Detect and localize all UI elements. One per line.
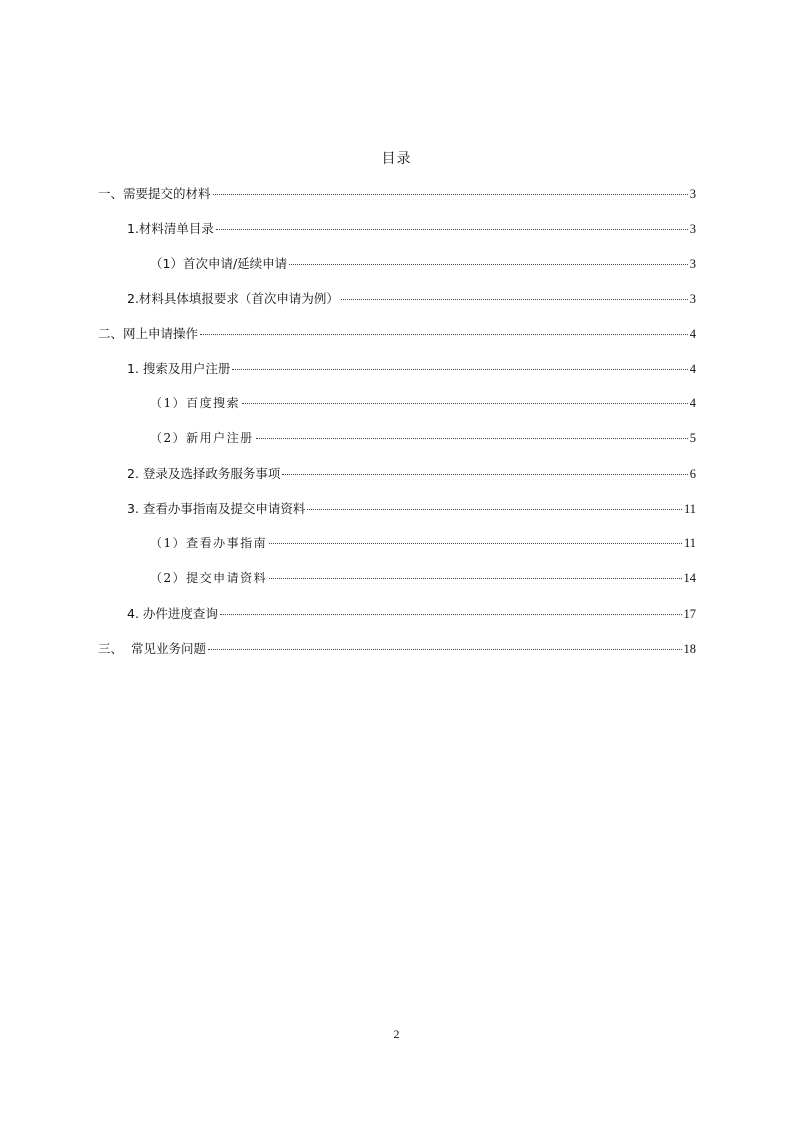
toc-entry-label: 三、 常见业务问题 bbox=[98, 641, 206, 656]
toc-entry-label: 2.材料具体填报要求（首次申请为例） bbox=[127, 291, 339, 306]
toc-entry-label: （1）百度搜索 bbox=[150, 396, 241, 410]
toc-title: 目录 bbox=[381, 151, 412, 167]
dot-leader bbox=[213, 194, 688, 195]
toc-entry-page: 3 bbox=[689, 187, 696, 201]
dot-leader bbox=[232, 369, 687, 370]
toc-entry-page: 6 bbox=[689, 467, 696, 481]
toc-entry-page: 17 bbox=[683, 607, 696, 621]
dot-leader bbox=[341, 299, 688, 300]
dot-leader bbox=[269, 543, 682, 544]
toc-entry-label: 一、需要提交的材料 bbox=[98, 186, 211, 201]
toc-entry-label: 1. 搜索及用户注册 bbox=[127, 361, 231, 376]
toc-entry-page: 18 bbox=[683, 642, 696, 656]
toc-entry-page: 5 bbox=[689, 431, 696, 445]
dot-leader bbox=[220, 614, 682, 615]
dot-leader bbox=[208, 649, 682, 650]
toc-entry-label: 二、网上申请操作 bbox=[98, 326, 199, 341]
toc-entry-section-1-1-1[interactable] bbox=[98, 246, 696, 281]
toc-entry-section-1-2[interactable] bbox=[98, 281, 696, 316]
toc-entry-section-2-3[interactable] bbox=[98, 491, 696, 526]
toc-entry-label: （1）查看办事指南 bbox=[150, 536, 268, 550]
toc-entry-page: 11 bbox=[683, 502, 696, 516]
dot-leader bbox=[282, 474, 687, 475]
toc-entry-section-2-1-1[interactable] bbox=[98, 386, 696, 421]
toc-entry-label: 3. 查看办事指南及提交申请资料 bbox=[127, 501, 306, 516]
dot-leader bbox=[216, 229, 688, 230]
toc-entry-section-2-3-2[interactable] bbox=[98, 561, 696, 596]
toc-entry-label: （2）提交申请资料 bbox=[150, 571, 268, 585]
toc-entry-section-2-4[interactable] bbox=[98, 596, 696, 631]
page-number: 2 bbox=[393, 1027, 400, 1041]
toc-entry-section-2-2[interactable] bbox=[98, 456, 696, 491]
toc-entry-page: 3 bbox=[689, 257, 696, 271]
toc-entry-page: 11 bbox=[683, 536, 696, 550]
toc-entry-page: 4 bbox=[689, 396, 696, 410]
toc-entry-page: 3 bbox=[689, 222, 696, 236]
toc-entry-section-2[interactable] bbox=[98, 316, 696, 351]
toc-entry-section-2-1-2[interactable] bbox=[98, 421, 696, 456]
toc-entry-section-2-1[interactable] bbox=[98, 351, 696, 386]
toc-entry-label: 4. 办件进度查询 bbox=[127, 606, 218, 621]
toc-entry-section-1-1[interactable] bbox=[98, 211, 696, 246]
toc-entry-section-2-3-1[interactable] bbox=[98, 526, 696, 561]
toc-entry-page: 3 bbox=[689, 292, 696, 306]
toc-entry-section-1[interactable] bbox=[98, 176, 696, 211]
table-of-contents bbox=[98, 176, 696, 666]
dot-leader bbox=[307, 509, 682, 510]
dot-leader bbox=[242, 403, 688, 404]
toc-entry-label: （1）首次申请/延续申请 bbox=[150, 256, 288, 271]
dot-leader bbox=[256, 438, 688, 439]
toc-entry-label: 1.材料清单目录 bbox=[127, 221, 214, 236]
toc-entry-label: （2）新用户注册 bbox=[150, 431, 254, 445]
dot-leader bbox=[289, 264, 688, 265]
dot-leader bbox=[200, 334, 688, 335]
toc-entry-page: 14 bbox=[683, 571, 696, 585]
toc-entry-label: 2. 登录及选择政务服务事项 bbox=[127, 466, 281, 481]
toc-entry-page: 4 bbox=[689, 327, 696, 341]
toc-entry-section-3[interactable] bbox=[98, 631, 696, 666]
dot-leader bbox=[269, 578, 681, 579]
toc-entry-page: 4 bbox=[689, 362, 696, 376]
